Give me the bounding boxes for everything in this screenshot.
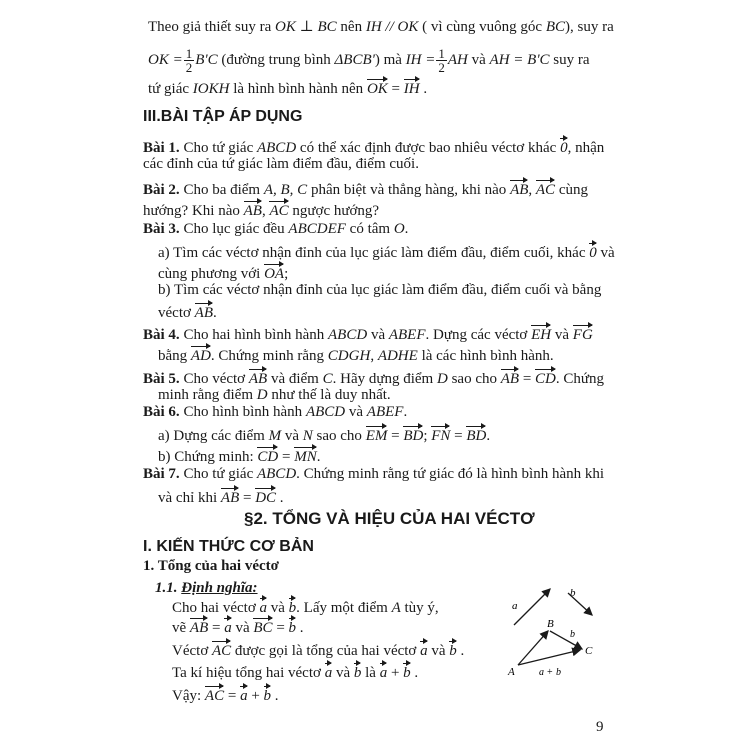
exercise-6: Bài 6. Cho hình bình hành ABCD và ABEF. [143, 404, 408, 420]
exercise-7-cont: và chỉ khi AB = DC . [158, 485, 284, 507]
exercise-2-cont: hướng? Khi nào AB, AC ngược hướng? [143, 198, 379, 220]
exercise-5: Bài 5. Cho véctơ AB và điểm C. Hãy dựng điểm D sao cho AB = CD. Chứng [143, 366, 604, 388]
exercise-6a: a) Dựng các điểm M và N sao cho EM = BD; FN = BD. [158, 423, 490, 445]
label-sum-plus: + [547, 667, 553, 678]
exercise-7: Bài 7. Cho tứ giác ABCD. Chứng minh rằng tứ giác đó là hình bình hành khi [143, 466, 605, 482]
exercise-2: Bài 2. Cho ba điểm A, B, C phân biệt và thẳng hàng, khi nào AB, AC cùng [143, 177, 588, 199]
exercise-3a-cont: cùng phương với OA; [158, 261, 288, 283]
def-line-5: Vậy: AC = a + b . [172, 683, 279, 705]
exercise-5-cont: minh rằng điểm D như thế là duy nhất. [158, 387, 391, 403]
exercise-6b: b) Chứng minh: CD = MN. [158, 444, 320, 466]
label-b-segment: b [570, 629, 575, 640]
exercise-1-cont: các đỉnh của tứ giác làm điểm đầu, điểm cuối. [143, 156, 419, 172]
chapter-title: §2. TỔNG VÀ HIỆU CỦA HAI VÉCTƠ [244, 509, 535, 528]
def-line-1: Cho hai véctơ a và b. Lấy một điểm A tùy ý, [172, 595, 439, 617]
page-number: 9 [596, 719, 604, 735]
def-line-2: vẽ AB = a và BC = b . [172, 615, 304, 637]
exercise-4: Bài 4. Cho hai hình bình hành ABCD và ABEF. Dựng các véctơ EH và FG [143, 322, 593, 344]
label-point-a: A [508, 666, 515, 678]
subheading-definition: 1.1. Định nghĩa: [155, 580, 258, 596]
label-sum-a: a [539, 667, 544, 678]
label-point-b: B [547, 618, 554, 630]
vector-ab [518, 631, 548, 665]
exercise-3a: a) Tìm các véctơ nhận đỉnh của lục giác làm điểm đầu, điểm cuối, khác 0 và [158, 240, 615, 262]
vector-sum-diagram [500, 583, 610, 683]
section-heading-exercises: III.BÀI TẬP ÁP DỤNG [143, 108, 303, 125]
exercise-3b-cont: véctơ AB. [158, 300, 217, 322]
label-b: b [570, 587, 576, 599]
intro-line-1: Theo giả thiết suy ra OK ⊥ BC nên IH // OK ( vì cùng vuông góc BC), suy ra [148, 19, 614, 35]
label-sum-b: b [556, 667, 561, 678]
def-line-4: Ta kí hiệu tổng hai véctơ a và b là a + b . [172, 660, 418, 682]
intro-line-2: OK = $\frac{1}{2}$ B'C (đường trung bình ΔBCB') mà IH = $\frac{1}{2}$ AH và AH = B'C suy ra [148, 46, 590, 75]
subheading-sum: 1. Tổng của hai véctơ [143, 558, 279, 574]
def-line-3: Véctơ AC được gọi là tổng của hai véctơ a và b . [172, 638, 464, 660]
part-heading-basics: I. KIẾN THỨC CƠ BẢN [143, 538, 314, 555]
label-a: a [512, 600, 518, 612]
exercise-1: Bài 1. Cho tứ giác ABCD có thể xác định được bao nhiêu véctơ khác 0, nhận [143, 135, 604, 157]
vector-ac [518, 650, 580, 665]
vector-a-free [514, 589, 550, 625]
exercise-3: Bài 3. Cho lục giác đều ABCDEF có tâm O. [143, 221, 409, 237]
exercise-3b: b) Tìm các véctơ nhận đỉnh của lục giác làm điểm đầu, điểm cuối và bằng [158, 282, 602, 298]
intro-line-3: tứ giác IOKH là hình bình hành nên OK = IH . [148, 76, 427, 98]
vector-bc [550, 631, 582, 649]
label-point-c: C [585, 645, 593, 657]
exercise-4-cont: bằng AD. Chứng minh rằng CDGH, ADHE là các hình bình hành. [158, 343, 554, 365]
